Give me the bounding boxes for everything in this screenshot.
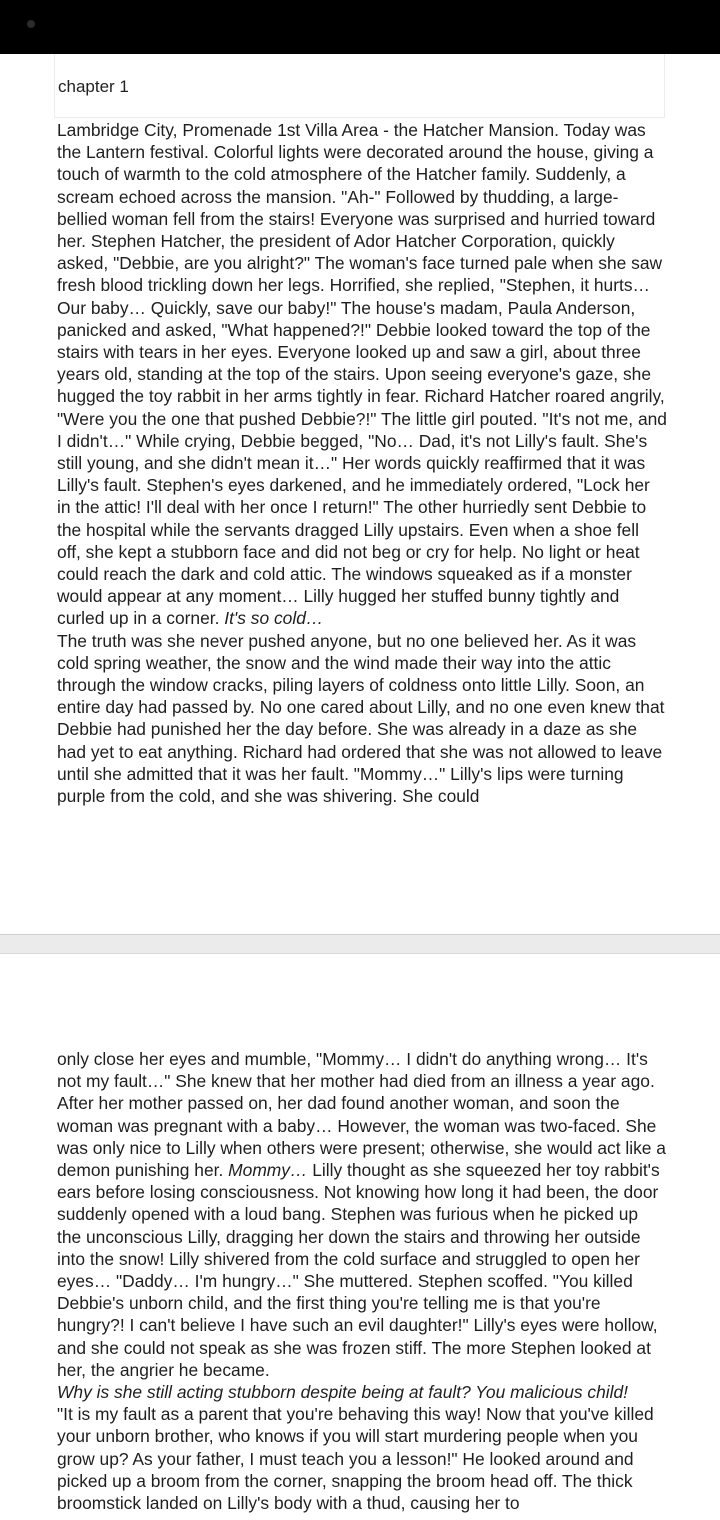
chapter-title: chapter 1: [58, 77, 129, 96]
document-page-1: [0, 54, 720, 934]
page-2-paragraph-middle: Lilly thought as she squeezed her toy rabbit's ears before losing consciousness. Not knowing how long it had been, the door suddenly opened with a loud bang. Stephen was furious when he picked up the unconscious Lilly, dragging her down the stairs and throwing her outside into the snow! Lilly shivered from the cold surface and struggled to open her eyes… "Daddy… I'm hungry…" She muttered. Stephen scoffed. "You killed Debbie's unborn child, and the first thing you're telling me is that you're hungry?! I can't believe I have such an evil daughter!" Lilly's eyes were hollow, and she could not speak as she was frozen stiff. The more Stephen looked at her, the angrier he became.: [57, 1160, 660, 1380]
page-2-italic-thought-1: Mommy…: [228, 1160, 308, 1181]
page-2-body-text: [57, 1048, 667, 1514]
page-2-paragraph-end: "It is my fault as a parent that you're behaving this way! Now that you've killed your unborn brother, who knows if you will start murdering people when you grow up? As your father, I must teach you a lesson!" He looked around and picked up a broom from the corner, snapping the broom head off. The thick broomstick landed on Lilly's body with a thud, causing her to: [57, 1404, 654, 1514]
page-2-paragraph: only close her eyes and mumble, "Mommy… I didn't do anything wrong… It's not my fault…" She knew that her mother had died from an illness a year ago. After her mother passed on, her dad found another woman, and soon the woman was pregnant with a baby… However, the woman was two-faced. She was only nice to Lilly when others were present; otherwise, she would act like a demon punishing her.: [57, 1049, 666, 1181]
camera-dot-icon: [27, 20, 35, 28]
page-1-paragraph-continued: The truth was she never pushed anyone, but no one believed her. As it was cold spring weather, the snow and the wind made their way into the attic through the window cracks, piling layers of coldness onto little Lilly. Soon, an entire day had passed by. No one cared about Lilly, and no one even knew that Debbie had punished her the day before. She was already in a daze as she had yet to eat anything. Richard had ordered that she was not allowed to leave until she admitted that it was her fault. "Mommy…" Lilly's lips were turning purple from the cold, and she was shivering. She could: [57, 630, 665, 807]
page-1-italic-thought: It's so cold…: [224, 608, 324, 629]
document-page-2: [0, 954, 720, 1520]
status-bar: [0, 0, 720, 54]
page-1-body-text: [57, 119, 667, 807]
page-1-paragraph: Lambridge City, Promenade 1st Villa Area - the Hatcher Mansion. Today was the Lantern festival. Colorful lights were decorated around the house, giving a touch of warmth to the cold atmosphere of the Hatcher family. Suddenly, a scream echoed across the mansion. "Ah-" Followed by thudding, a large-bellied woman fell from the stairs! Everyone was surprised and hurried toward her. Stephen Hatcher, the president of Ador Hatcher Corporation, quickly asked, "Debbie, are you alright?" The woman's face turned pale when she saw fresh blood trickling down her legs. Horrified, she replied, "Stephen, it hurts… Our baby… Quickly, save our baby!" The house's madam, Paula Anderson, panicked and asked, "What happened?!" Debbie looked toward the top of the stairs with tears in her eyes. Everyone looked up and saw a girl, about three years old, standing at the top of the stairs. Upon seeing everyone's gaze, she hugged the toy rabbit in her arms tightly in fear. Richard Hatcher roared angrily, "Were you the one that pushed Debbie?!" The little girl pouted. "It's not me, and I didn't…" While crying, Debbie begged, "No… Dad, it's not Lilly's fault. She's still young, and she didn't mean it…" Her words quickly reaffirmed that it was Lilly's fault. Stephen's eyes darkened, and he immediately ordered, "Lock her in the attic! I'll deal with her once I return!" The other hurriedly sent Debbie to the hospital while the servants dragged Lilly upstairs. Even when a shoe fell off, she kept a stubborn face and did not beg or cry for help. No light or heat could reach the dark and cold attic. The windows squeaked as if a monster would appear at any moment… Lilly hugged her stuffed bunny tightly and curled up in a corner.: [57, 120, 667, 629]
page-2-italic-thought-2: Why is she still acting stubborn despite being at fault? You malicious child!: [57, 1382, 628, 1403]
chapter-header: [54, 54, 665, 118]
page-separator: [0, 934, 720, 954]
